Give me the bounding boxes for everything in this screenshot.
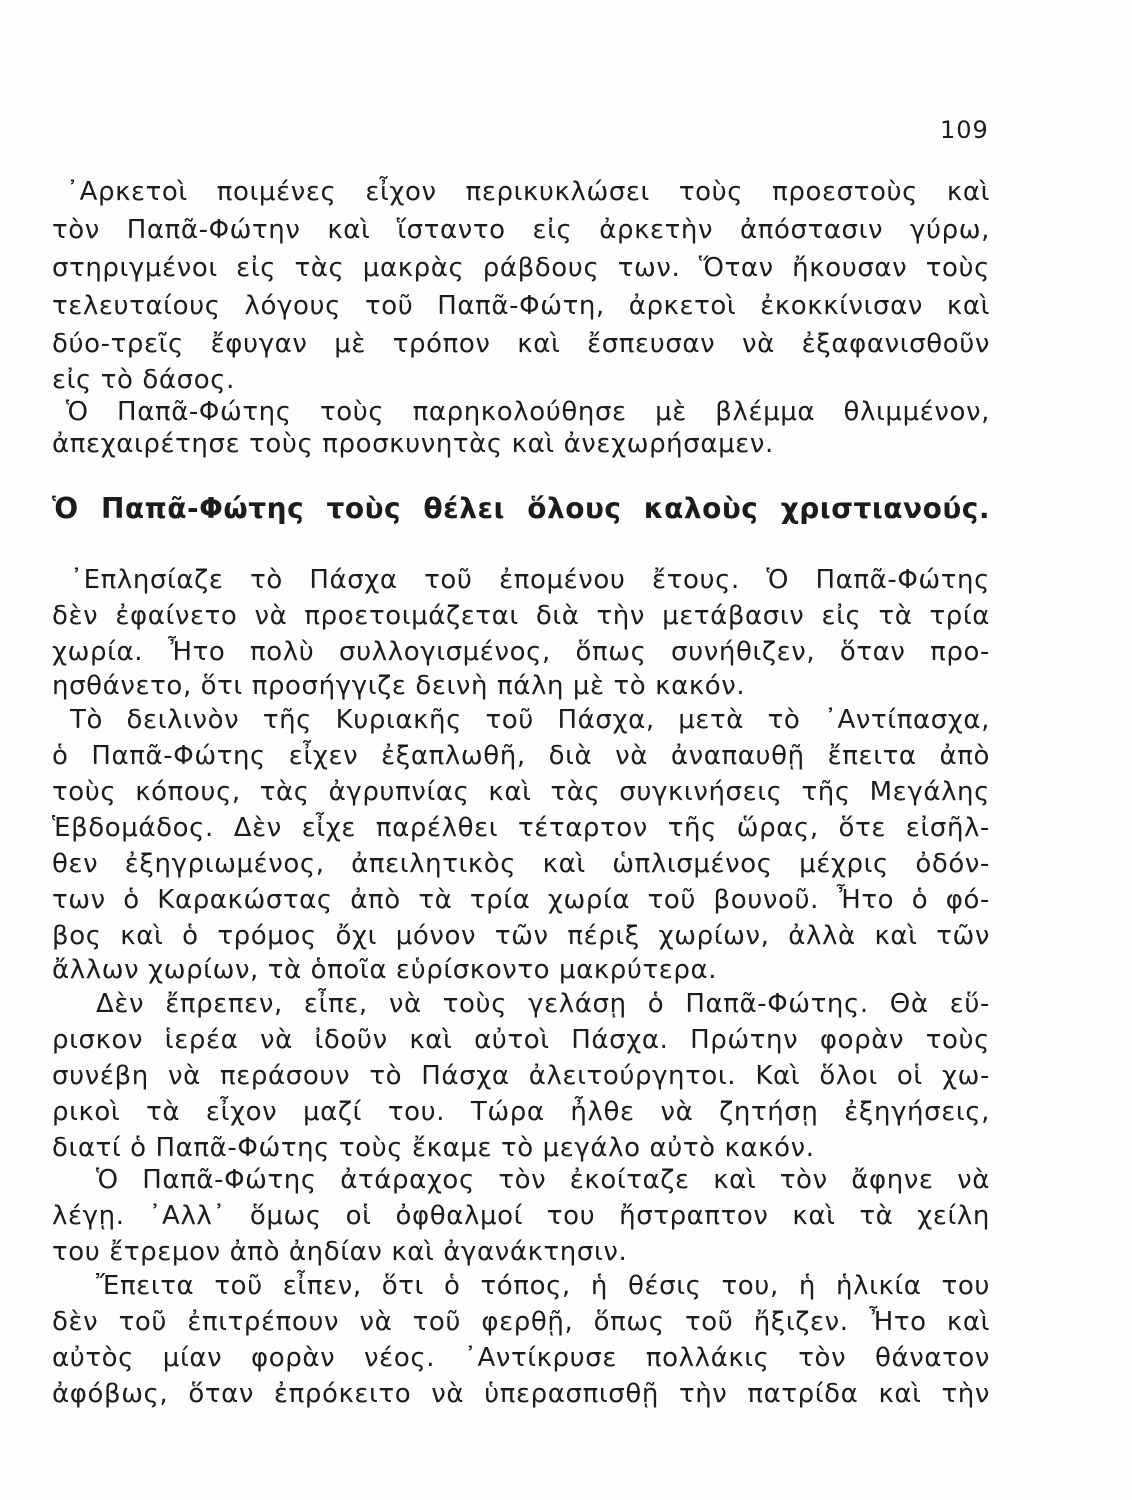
text-line: τελευταίους λόγους τοῦ Παπᾶ-Φώτη, ἀρκετοὶ ἐκοκκίνισαν καὶ <box>52 291 990 321</box>
page-number: 109 <box>940 116 989 144</box>
text-line: εἰς τὸ δάσος. <box>52 365 235 395</box>
text-line: συνέβη νὰ περάσουν τὸ Πάσχα ἀλειτούργητοι. Καὶ ὅλοι οἱ χω- <box>52 1061 990 1091</box>
text-line: ρικοὶ τὰ εἶχον μαζί του. Τώρα ἦλθε νὰ ζητήσῃ ἐξηγήσεις, <box>52 1097 990 1127</box>
text-line: θεν ἐξηγριωμένος, ἀπειλητικὸς καὶ ὡπλισμένος μέχρις ὀδόν- <box>52 849 990 879</box>
text-line: ησθάνετο, ὅτι προσήγγιζε δεινὴ πάλη μὲ τὸ κακόν. <box>52 671 746 701</box>
text-line: χωρία. Ἦτο πολὺ συλλογισμένος, ὅπως συνήθιζεν, ὅταν προ- <box>52 637 990 667</box>
text-line: τὸν Παπᾶ-Φώτην καὶ ἵσταντο εἰς ἀρκετὴν ἀπόστασιν γύρω, <box>52 215 990 245</box>
text-line: Ὁ Παπᾶ-Φώτης τοὺς παρηκολούθησε μὲ βλέμμα θλιμμένον, <box>66 397 990 427</box>
text-line: βος καὶ ὁ τρόμος ὄχι μόνον τῶν πέριξ χωρίων, ἀλλὰ καὶ τῶν <box>52 921 990 951</box>
text-line: λέγῃ. ᾿Αλλ᾿ ὅμως οἱ ὀφθαλμοί του ἤστραπτον καὶ τὰ χείλη <box>52 1201 990 1231</box>
text-line: αὐτὸς μίαν φορὰν νέος. ᾿Αντίκρυσε πολλάκις τὸν θάνατον <box>52 1343 990 1373</box>
text-line: Δὲν ἔπρεπεν, εἶπε, νὰ τοὺς γελάσῃ ὁ Παπᾶ-Φώτης. Θὰ εὕ- <box>96 989 990 1019</box>
text-line: ὁ Παπᾶ-Φώτης εἶχεν ἐξαπλωθῆ, διὰ νὰ ἀναπαυθῇ ἔπειτα ἀπὸ <box>52 741 990 771</box>
text-line: Τὸ δειλινὸν τῆς Κυριακῆς τοῦ Πάσχα, μετὰ τὸ ᾿Αντίπασχα, <box>70 705 990 735</box>
text-line: τοὺς κόπους, τὰς ἀγρυπνίας καὶ τὰς συγκινήσεις τῆς Μεγάλης <box>52 777 990 807</box>
text-line: ᾿Αρκετοὶ ποιμένες εἶχον περικυκλώσει τοὺς προεστοὺς καὶ <box>66 177 990 207</box>
text-line: ἀπεχαιρέτησε τοὺς προσκυνητὰς καὶ ἀνεχωρήσαμεν. <box>52 429 774 459</box>
text-line: δύο-τρεῖς ἔφυγαν μὲ τρόπον καὶ ἔσπευσαν νὰ ἐξαφανισθοῦν <box>52 329 990 359</box>
text-line: ἀφόβως, ὅταν ἐπρόκειτο νὰ ὑπερασπισθῇ τὴν πατρίδα καὶ τὴν <box>52 1379 990 1409</box>
text-line: δὲν ἐφαίνετο νὰ προετοιμάζεται διὰ τὴν μετάβασιν εἰς τὰ τρία <box>52 601 990 631</box>
text-line: ᾿Επλησίαζε τὸ Πάσχα τοῦ ἐπομένου ἔτους. Ὁ Παπᾶ-Φώτης <box>70 565 990 595</box>
text-line: διατί ὁ Παπᾶ-Φώτης τοὺς ἔκαμε τὸ μεγάλο αὐτὸ κακόν. <box>52 1133 815 1163</box>
text-line: Ἔπειτα τοῦ εἶπεν, ὅτι ὁ τόπος, ἡ θέσις του, ἡ ἡλικία του <box>96 1271 990 1301</box>
text-line: Ἑβδομάδος. Δὲν εἶχε παρέλθει τέταρτον τῆς ὥρας, ὅτε εἰσῆλ- <box>52 813 990 843</box>
section-heading: Ὁ Παπᾶ-Φώτης τοὺς θέλει ὅλους καλοὺς χριστιανούς. <box>52 492 990 525</box>
text-line: του ἔτρεμον ἀπὸ ἀηδίαν καὶ ἀγανάκτησιν. <box>52 1237 628 1267</box>
text-line: στηριγμένοι εἰς τὰς μακρὰς ράβδους των. Ὅταν ἤκουσαν τοὺς <box>52 253 990 283</box>
text-line: ρισκον ἱερέα νὰ ἰδοῦν καὶ αὐτοὶ Πάσχα. Πρώτην φορὰν τοὺς <box>52 1025 990 1055</box>
text-line: των ὁ Καρακώστας ἀπὸ τὰ τρία χωρία τοῦ βουνοῦ. Ἦτο ὁ φό- <box>52 885 990 915</box>
text-line: Ὁ Παπᾶ-Φώτης ἀτάραχος τὸν ἐκοίταζε καὶ τὸν ἄφηνε νὰ <box>96 1165 990 1195</box>
text-line: δὲν τοῦ ἐπιτρέπουν νὰ τοῦ φερθῇ, ὅπως τοῦ ἤξιζεν. Ἦτο καὶ <box>52 1307 990 1337</box>
text-line: ἄλλων χωρίων, τὰ ὁποῖα εὑρίσκοντο μακρύτερα. <box>52 955 718 985</box>
